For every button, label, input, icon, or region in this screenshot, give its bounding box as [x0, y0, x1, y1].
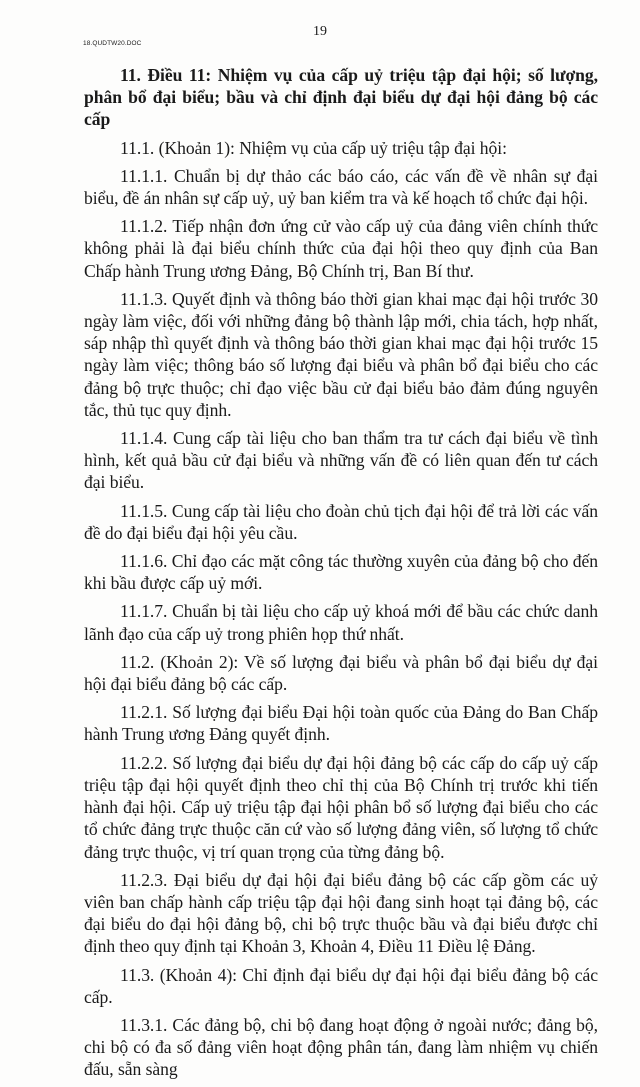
paragraph: 11.1.5. Cung cấp tài liệu cho đoàn chủ tịch đại hội để trả lời các vấn đề do đại biểu đại hội yêu cầu. [84, 500, 598, 543]
page-number: 19 [313, 24, 327, 39]
paragraph: 11.2. (Khoản 2): Về số lượng đại biểu và phân bổ đại biểu dự đại hội đại biểu đảng bộ các cấp. [84, 651, 598, 695]
paragraph: 11.1.3. Quyết định và thông báo thời gian khai mạc đại hội trước 30 ngày làm việc, đối với những đảng bộ thành lập mới, chia tách, hợp nhất, sáp nhập thì quyết định và thông báo thời gian khai mạc đại hội trước 15 ngày làm việc; thông báo số lượng đại biểu và phân bổ đại biểu cho các đảng bộ trực thuộc; chỉ đạo việc bầu cử đại biểu bảo đảm đúng nguyên tắc, thủ tục quy định. [84, 288, 598, 420]
paragraph: 11.2.1. Số lượng đại biểu Đại hội toàn quốc của Đảng do Ban Chấp hành Trung ương Đảng quyết định. [84, 702, 598, 745]
article-heading: 11. Điều 11: Nhiệm vụ của cấp uỷ triệu tập đại hội; số lượng, phân bổ đại biểu; bầu và chỉ định đại biểu dự đại hội đảng bộ các cấp [84, 65, 598, 130]
paragraph: 11.2.2. Số lượng đại biểu dự đại hội đảng bộ các cấp do cấp uỷ cấp triệu tập đại hội quyết định theo chỉ thị của Bộ Chính trị trước khi tiến hành đại hội. Cấp uỷ triệu tập đại hội phân bổ số lượng đại biểu cho các tổ chức đảng trực thuộc căn cứ vào số lượng đảng viên, số lượng tổ chức đảng trực thuộc, vị trí quan trọng của từng đảng bộ. [84, 752, 598, 862]
paragraph: 11.1. (Khoản 1): Nhiệm vụ của cấp uỷ triệu tập đại hội: [120, 137, 507, 158]
document-body [84, 64, 598, 1087]
paragraph: 11.1.7. Chuẩn bị tài liệu cho cấp uỷ khoá mới để bầu các chức danh lãnh đạo của cấp uỷ trong phiên họp thứ nhất. [84, 601, 598, 644]
paragraph: 11.1.6. Chỉ đạo các mặt công tác thường xuyên của đảng bộ cho đến khi bầu được cấp uỷ mới. [84, 551, 598, 594]
file-label: 18.QUDTW20.DOC [83, 40, 142, 47]
paragraph: 11.3. (Khoản 4): Chỉ định đại biểu dự đại hội đại biểu đảng bộ các cấp. [84, 964, 598, 1007]
paragraph: 11.1.1. Chuẩn bị dự thảo các báo cáo, các vấn đề về nhân sự đại biểu, đề án nhân sự cấp uỷ, uỷ ban kiểm tra và kế hoạch tổ chức đại hội. [84, 165, 598, 209]
paragraph: 11.1.2. Tiếp nhận đơn ứng cử vào cấp uỷ của đảng viên chính thức không phải là đại biểu chính thức của đại hội theo quy định của Ban Chấp hành Trung ương Đảng, Bộ Chính trị, Ban Bí thư. [84, 216, 598, 281]
paragraph: 11.2.3. Đại biểu dự đại hội đại biểu đảng bộ các cấp gồm các uỷ viên ban chấp hành cấp triệu tập đại hội đang sinh hoạt tại đảng bộ, các đại biểu do đại hội đảng bộ, chi bộ trực thuộc bầu và đại biểu được chỉ định theo quy định tại Khoản 3, Khoản 4, Điều 11 Điều lệ Đảng. [84, 869, 598, 957]
paragraph: 11.3.1. Các đảng bộ, chi bộ đang hoạt động ở ngoài nước; đảng bộ, chi bộ có đa số đảng viên hoạt động phân tán, đang làm nhiệm vụ chiến đấu, sẵn sàng [84, 1014, 598, 1080]
paragraph: 11.1.4. Cung cấp tài liệu cho ban thẩm tra tư cách đại biểu về tình hình, kết quả bầu cử đại biểu và những vấn đề có liên quan đến tư cách đại biểu. [84, 428, 598, 493]
